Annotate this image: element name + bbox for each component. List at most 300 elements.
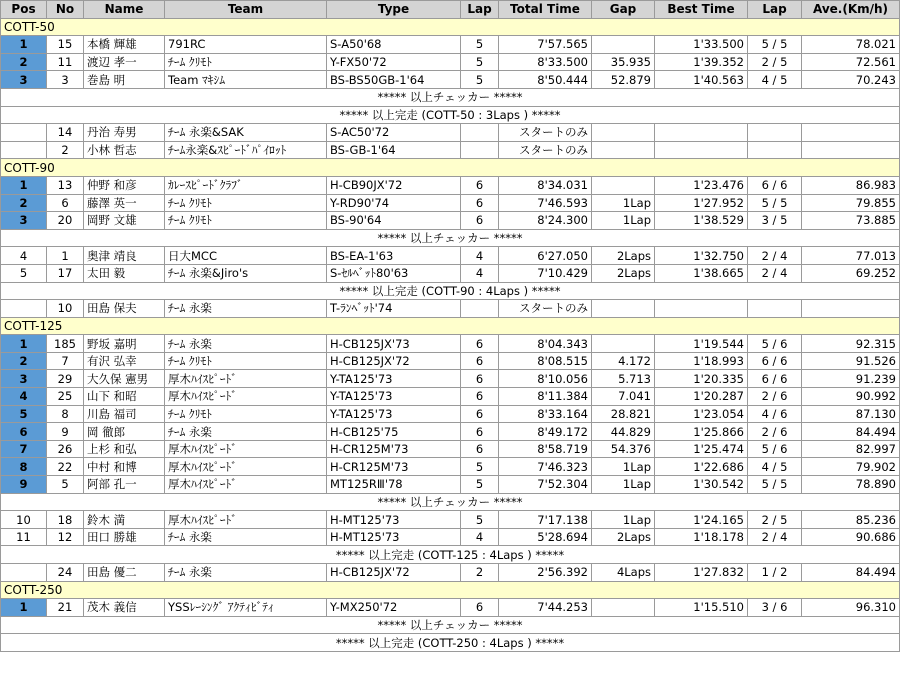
class-header-row: [1, 159, 900, 177]
gap-cell: 1Lap: [592, 194, 655, 212]
name-cell: 奥津 靖良: [84, 247, 165, 265]
average-speed-cell: 87.130: [802, 405, 900, 423]
best-lap-cell: 4 / 6: [748, 405, 802, 423]
total-time-cell: 7'46.593: [499, 194, 592, 212]
table-row: [1, 124, 900, 142]
team-cell: 日大MCC: [165, 247, 327, 265]
class-header-row: [1, 18, 900, 36]
header-name: Name: [84, 1, 165, 19]
gap-cell: 2Laps: [592, 264, 655, 282]
table-row: [1, 300, 900, 318]
no-cell: 185: [47, 335, 84, 353]
note-row: [1, 616, 900, 634]
best-lap-cell: 6 / 6: [748, 352, 802, 370]
team-cell: ﾁｰﾑ 永楽: [165, 423, 327, 441]
best-time-cell: [655, 300, 748, 318]
name-cell: 仲野 和彦: [84, 176, 165, 194]
table-row: [1, 370, 900, 388]
name-cell: 岡 徹郎: [84, 423, 165, 441]
no-cell: 2: [47, 141, 84, 159]
note-text: ***** 以上チェッカー *****: [1, 616, 900, 634]
average-speed-cell: 86.983: [802, 176, 900, 194]
pos-cell: 6: [1, 423, 47, 441]
no-cell: 15: [47, 36, 84, 54]
average-speed-cell: 78.021: [802, 36, 900, 54]
note-row: [1, 546, 900, 564]
best-time-cell: 1'20.335: [655, 370, 748, 388]
lap-cell: 6: [461, 176, 499, 194]
lap-cell: 5: [461, 71, 499, 89]
table-row: [1, 176, 900, 194]
lap-cell: 2: [461, 564, 499, 582]
no-cell: 5: [47, 476, 84, 494]
average-speed-cell: [802, 141, 900, 159]
name-cell: 大久保 憲男: [84, 370, 165, 388]
average-speed-cell: 96.310: [802, 599, 900, 617]
best-lap-cell: 4 / 5: [748, 458, 802, 476]
average-speed-cell: [802, 300, 900, 318]
type-cell: BS-90'64: [327, 212, 461, 230]
pos-cell: [1, 564, 47, 582]
pos-cell: 4: [1, 247, 47, 265]
average-speed-cell: 92.315: [802, 335, 900, 353]
type-cell: BS-GB-1'64: [327, 141, 461, 159]
gap-cell: 1Lap: [592, 511, 655, 529]
team-cell: 厚木ﾊｲｽﾋﾟｰﾄﾞ: [165, 370, 327, 388]
total-time-cell: 8'04.343: [499, 335, 592, 353]
type-cell: Y-MX250'72: [327, 599, 461, 617]
name-cell: 田島 優二: [84, 564, 165, 582]
total-time-cell: 8'10.056: [499, 370, 592, 388]
gap-cell: 52.879: [592, 71, 655, 89]
name-cell: 岡野 文雄: [84, 212, 165, 230]
name-cell: 有沢 弘幸: [84, 352, 165, 370]
team-cell: ﾁｰﾑ 永楽: [165, 300, 327, 318]
gap-cell: 4Laps: [592, 564, 655, 582]
header-gap: Gap: [592, 1, 655, 19]
no-cell: 24: [47, 564, 84, 582]
gap-cell: 28.821: [592, 405, 655, 423]
name-cell: 阿部 孔一: [84, 476, 165, 494]
best-time-cell: 1'25.474: [655, 440, 748, 458]
best-lap-cell: 2 / 4: [748, 528, 802, 546]
average-speed-cell: 84.494: [802, 564, 900, 582]
table-row: [1, 423, 900, 441]
header-row: [1, 1, 900, 19]
table-row: [1, 405, 900, 423]
best-lap-cell: 1 / 2: [748, 564, 802, 582]
class-label: COTT-50: [1, 18, 900, 36]
pos-cell: [1, 141, 47, 159]
type-cell: S-AC50'72: [327, 124, 461, 142]
no-cell: 17: [47, 264, 84, 282]
name-cell: 川島 福司: [84, 405, 165, 423]
name-cell: 本橋 輝雄: [84, 36, 165, 54]
type-cell: BS-BS50GB-1'64: [327, 71, 461, 89]
total-time-cell: 8'24.300: [499, 212, 592, 230]
team-cell: ﾁｰﾑ 永楽: [165, 335, 327, 353]
type-cell: Y-TA125'73: [327, 405, 461, 423]
best-lap-cell: 2 / 6: [748, 423, 802, 441]
best-time-cell: 1'23.476: [655, 176, 748, 194]
team-cell: ﾁｰﾑ 永楽: [165, 528, 327, 546]
gap-cell: [592, 300, 655, 318]
best-time-cell: 1'27.832: [655, 564, 748, 582]
average-speed-cell: 79.855: [802, 194, 900, 212]
no-cell: 26: [47, 440, 84, 458]
gap-cell: 1Lap: [592, 476, 655, 494]
team-cell: 厚木ﾊｲｽﾋﾟｰﾄﾞ: [165, 511, 327, 529]
team-cell: ﾁｰﾑ ｸﾘﾓﾄ: [165, 212, 327, 230]
gap-cell: [592, 124, 655, 142]
gap-cell: 1Lap: [592, 458, 655, 476]
name-cell: 山下 和昭: [84, 388, 165, 406]
best-lap-cell: [748, 124, 802, 142]
team-cell: Team ﾏｷｼﾑ: [165, 71, 327, 89]
lap-cell: 4: [461, 264, 499, 282]
pos-cell: 2: [1, 194, 47, 212]
no-cell: 18: [47, 511, 84, 529]
pos-cell: 2: [1, 53, 47, 71]
total-time-cell: スタートのみ: [499, 141, 592, 159]
best-time-cell: 1'27.952: [655, 194, 748, 212]
lap-cell: 6: [461, 335, 499, 353]
average-speed-cell: 70.243: [802, 71, 900, 89]
note-row: [1, 282, 900, 300]
gap-cell: 7.041: [592, 388, 655, 406]
table-row: [1, 440, 900, 458]
note-text: ***** 以上チェッカー *****: [1, 88, 900, 106]
best-time-cell: 1'33.500: [655, 36, 748, 54]
total-time-cell: 7'10.429: [499, 264, 592, 282]
team-cell: ﾁｰﾑ ｸﾘﾓﾄ: [165, 53, 327, 71]
no-cell: 25: [47, 388, 84, 406]
no-cell: 22: [47, 458, 84, 476]
name-cell: 渡辺 孝一: [84, 53, 165, 71]
name-cell: 鈴木 満: [84, 511, 165, 529]
total-time-cell: 7'44.253: [499, 599, 592, 617]
best-time-cell: 1'24.165: [655, 511, 748, 529]
type-cell: H-CB90JX'72: [327, 176, 461, 194]
best-lap-cell: 5 / 5: [748, 36, 802, 54]
class-header-row: [1, 317, 900, 335]
table-row: [1, 352, 900, 370]
best-time-cell: 1'25.866: [655, 423, 748, 441]
pos-cell: 1: [1, 335, 47, 353]
best-lap-cell: [748, 300, 802, 318]
best-lap-cell: [748, 141, 802, 159]
type-cell: H-CB125JX'72: [327, 564, 461, 582]
table-row: [1, 476, 900, 494]
no-cell: 1: [47, 247, 84, 265]
note-row: [1, 229, 900, 247]
gap-cell: [592, 36, 655, 54]
pos-cell: 5: [1, 264, 47, 282]
note-row: [1, 106, 900, 124]
table-row: [1, 212, 900, 230]
total-time-cell: 2'56.392: [499, 564, 592, 582]
name-cell: 中村 和博: [84, 458, 165, 476]
team-cell: ﾁｰﾑ ｸﾘﾓﾄ: [165, 405, 327, 423]
type-cell: Y-TA125'73: [327, 388, 461, 406]
best-lap-cell: 5 / 5: [748, 194, 802, 212]
type-cell: H-CB125JX'72: [327, 352, 461, 370]
gap-cell: [592, 176, 655, 194]
team-cell: ﾁｰﾑ 永楽: [165, 564, 327, 582]
total-time-cell: スタートのみ: [499, 124, 592, 142]
best-lap-cell: 3 / 6: [748, 599, 802, 617]
total-time-cell: 8'33.500: [499, 53, 592, 71]
average-speed-cell: 69.252: [802, 264, 900, 282]
type-cell: H-CR125M'73: [327, 458, 461, 476]
team-cell: 厚木ﾊｲｽﾋﾟｰﾄﾞ: [165, 458, 327, 476]
no-cell: 13: [47, 176, 84, 194]
lap-cell: [461, 300, 499, 318]
average-speed-cell: 72.561: [802, 53, 900, 71]
header-no: No: [47, 1, 84, 19]
class-label: COTT-125: [1, 317, 900, 335]
note-row: [1, 88, 900, 106]
average-speed-cell: 82.997: [802, 440, 900, 458]
team-cell: ﾁｰﾑ 永楽&Jiro's: [165, 264, 327, 282]
header-average-speed: Ave.(Km/h): [802, 1, 900, 19]
pos-cell: [1, 124, 47, 142]
gap-cell: [592, 141, 655, 159]
best-time-cell: 1'15.510: [655, 599, 748, 617]
average-speed-cell: 78.890: [802, 476, 900, 494]
lap-cell: [461, 141, 499, 159]
table-row: [1, 71, 900, 89]
results-body: [1, 18, 900, 651]
no-cell: 20: [47, 212, 84, 230]
class-label: COTT-90: [1, 159, 900, 177]
table-row: [1, 599, 900, 617]
total-time-cell: 7'17.138: [499, 511, 592, 529]
best-lap-cell: 2 / 5: [748, 511, 802, 529]
team-cell: YSSﾚｰｼﾝｸﾞ ｱｸﾃｨﾋﾞﾃｨ: [165, 599, 327, 617]
lap-cell: 6: [461, 194, 499, 212]
team-cell: ﾁｰﾑ ｸﾘﾓﾄ: [165, 194, 327, 212]
best-time-cell: 1'38.529: [655, 212, 748, 230]
name-cell: 小林 哲志: [84, 141, 165, 159]
average-speed-cell: 91.526: [802, 352, 900, 370]
best-time-cell: 1'40.563: [655, 71, 748, 89]
note-text: ***** 以上完走 (COTT-50 : 3Laps ) *****: [1, 106, 900, 124]
gap-cell: 35.935: [592, 53, 655, 71]
type-cell: MT125RⅢ'78: [327, 476, 461, 494]
best-lap-cell: 6 / 6: [748, 176, 802, 194]
average-speed-cell: 90.686: [802, 528, 900, 546]
best-time-cell: 1'18.178: [655, 528, 748, 546]
pos-cell: 2: [1, 352, 47, 370]
team-cell: ﾁｰﾑ永楽&ｽﾋﾟｰﾄﾞﾊﾟｲﾛｯﾄ: [165, 141, 327, 159]
table-row: [1, 564, 900, 582]
note-row: [1, 493, 900, 511]
name-cell: 野坂 嘉明: [84, 335, 165, 353]
total-time-cell: 8'49.172: [499, 423, 592, 441]
pos-cell: 1: [1, 176, 47, 194]
type-cell: Y-RD90'74: [327, 194, 461, 212]
note-text: ***** 以上完走 (COTT-125 : 4Laps ) *****: [1, 546, 900, 564]
team-cell: 厚木ﾊｲｽﾋﾟｰﾄﾞ: [165, 476, 327, 494]
name-cell: 藤澤 英一: [84, 194, 165, 212]
header-best-time: Best Time: [655, 1, 748, 19]
note-row: [1, 634, 900, 652]
lap-cell: 5: [461, 511, 499, 529]
table-row: [1, 36, 900, 54]
average-speed-cell: 79.902: [802, 458, 900, 476]
total-time-cell: 8'08.515: [499, 352, 592, 370]
pos-cell: 3: [1, 370, 47, 388]
gap-cell: 54.376: [592, 440, 655, 458]
best-lap-cell: 6 / 6: [748, 370, 802, 388]
type-cell: Y-TA125'73: [327, 370, 461, 388]
class-header-row: [1, 581, 900, 599]
table-row: [1, 458, 900, 476]
lap-cell: 6: [461, 212, 499, 230]
gap-cell: 4.172: [592, 352, 655, 370]
no-cell: 21: [47, 599, 84, 617]
pos-cell: 8: [1, 458, 47, 476]
lap-cell: 6: [461, 370, 499, 388]
class-label: COTT-250: [1, 581, 900, 599]
team-cell: ｶﾚｰｽﾋﾟｰﾄﾞｸﾗﾌﾞ: [165, 176, 327, 194]
pos-cell: 10: [1, 511, 47, 529]
table-row: [1, 511, 900, 529]
team-cell: 791RC: [165, 36, 327, 54]
best-lap-cell: 2 / 6: [748, 388, 802, 406]
name-cell: 上杉 和弘: [84, 440, 165, 458]
table-row: [1, 53, 900, 71]
table-row: [1, 247, 900, 265]
best-lap-cell: 2 / 4: [748, 247, 802, 265]
header-best-lap: Lap: [748, 1, 802, 19]
pos-cell: 3: [1, 71, 47, 89]
pos-cell: 5: [1, 405, 47, 423]
team-cell: 厚木ﾊｲｽﾋﾟｰﾄﾞ: [165, 440, 327, 458]
pos-cell: 4: [1, 388, 47, 406]
best-time-cell: 1'30.542: [655, 476, 748, 494]
lap-cell: 6: [461, 423, 499, 441]
gap-cell: 1Lap: [592, 212, 655, 230]
no-cell: 6: [47, 194, 84, 212]
pos-cell: [1, 300, 47, 318]
best-time-cell: 1'39.352: [655, 53, 748, 71]
lap-cell: 6: [461, 388, 499, 406]
total-time-cell: 8'58.719: [499, 440, 592, 458]
no-cell: 7: [47, 352, 84, 370]
no-cell: 9: [47, 423, 84, 441]
note-text: ***** 以上チェッカー *****: [1, 493, 900, 511]
pos-cell: 7: [1, 440, 47, 458]
lap-cell: 6: [461, 440, 499, 458]
total-time-cell: 5'28.694: [499, 528, 592, 546]
pos-cell: 1: [1, 36, 47, 54]
header-type: Type: [327, 1, 461, 19]
pos-cell: 9: [1, 476, 47, 494]
no-cell: 10: [47, 300, 84, 318]
type-cell: H-CB125'75: [327, 423, 461, 441]
total-time-cell: 8'34.031: [499, 176, 592, 194]
type-cell: H-CR125M'73: [327, 440, 461, 458]
type-cell: S-ｾﾙﾍﾞｯﾄ80'63: [327, 264, 461, 282]
header-pos: Pos: [1, 1, 47, 19]
no-cell: 8: [47, 405, 84, 423]
best-lap-cell: 2 / 4: [748, 264, 802, 282]
best-lap-cell: 5 / 6: [748, 335, 802, 353]
no-cell: 29: [47, 370, 84, 388]
name-cell: 田口 勝雄: [84, 528, 165, 546]
average-speed-cell: 73.885: [802, 212, 900, 230]
pos-cell: 11: [1, 528, 47, 546]
total-time-cell: 8'11.384: [499, 388, 592, 406]
type-cell: H-CB125JX'73: [327, 335, 461, 353]
best-time-cell: 1'18.993: [655, 352, 748, 370]
lap-cell: 5: [461, 53, 499, 71]
header-team: Team: [165, 1, 327, 19]
lap-cell: 4: [461, 528, 499, 546]
gap-cell: 44.829: [592, 423, 655, 441]
team-cell: 厚木ﾊｲｽﾋﾟｰﾄﾞ: [165, 388, 327, 406]
gap-cell: [592, 599, 655, 617]
best-time-cell: 1'32.750: [655, 247, 748, 265]
note-text: ***** 以上完走 (COTT-90 : 4Laps ) *****: [1, 282, 900, 300]
type-cell: BS-EA-1'63: [327, 247, 461, 265]
best-time-cell: [655, 141, 748, 159]
table-row: [1, 388, 900, 406]
best-time-cell: 1'19.544: [655, 335, 748, 353]
total-time-cell: 7'57.565: [499, 36, 592, 54]
name-cell: 巻島 明: [84, 71, 165, 89]
average-speed-cell: 77.013: [802, 247, 900, 265]
best-time-cell: 1'20.287: [655, 388, 748, 406]
best-lap-cell: 5 / 5: [748, 476, 802, 494]
gap-cell: 5.713: [592, 370, 655, 388]
best-lap-cell: 5 / 6: [748, 440, 802, 458]
type-cell: H-MT125'73: [327, 511, 461, 529]
no-cell: 3: [47, 71, 84, 89]
table-row: [1, 141, 900, 159]
best-lap-cell: 3 / 5: [748, 212, 802, 230]
average-speed-cell: 85.236: [802, 511, 900, 529]
best-time-cell: 1'38.665: [655, 264, 748, 282]
best-lap-cell: 2 / 5: [748, 53, 802, 71]
header-total-time: Total Time: [499, 1, 592, 19]
lap-cell: 6: [461, 405, 499, 423]
table-row: [1, 264, 900, 282]
lap-cell: 4: [461, 247, 499, 265]
average-speed-cell: 91.239: [802, 370, 900, 388]
lap-cell: [461, 124, 499, 142]
lap-cell: 6: [461, 352, 499, 370]
lap-cell: 5: [461, 476, 499, 494]
name-cell: 太田 毅: [84, 264, 165, 282]
gap-cell: 2Laps: [592, 528, 655, 546]
team-cell: ﾁｰﾑ ｸﾘﾓﾄ: [165, 352, 327, 370]
lap-cell: 5: [461, 458, 499, 476]
best-lap-cell: 4 / 5: [748, 71, 802, 89]
lap-cell: 6: [461, 599, 499, 617]
gap-cell: [592, 335, 655, 353]
table-row: [1, 194, 900, 212]
average-speed-cell: 90.992: [802, 388, 900, 406]
team-cell: ﾁｰﾑ 永楽&SAK: [165, 124, 327, 142]
header-lap: Lap: [461, 1, 499, 19]
average-speed-cell: [802, 124, 900, 142]
total-time-cell: 7'46.323: [499, 458, 592, 476]
type-cell: S-A50'68: [327, 36, 461, 54]
pos-cell: 1: [1, 599, 47, 617]
